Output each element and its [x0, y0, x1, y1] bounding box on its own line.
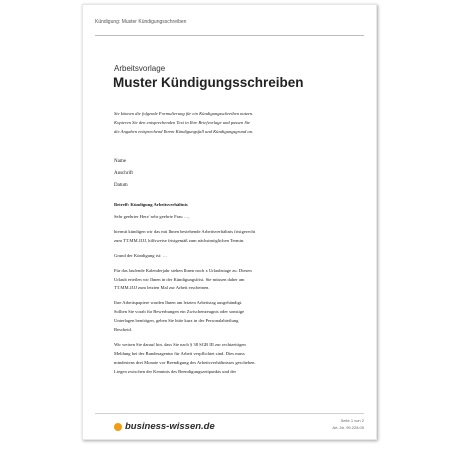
intro-line: die Angaben entsprechend Ihrem Kündigungsfall und Kündigungsgrund an.	[114, 129, 254, 134]
letter-paragraph	[114, 228, 360, 246]
logo-text: business-wissen.de	[125, 421, 215, 432]
letter-line: Grund der Kündigung ist: …	[114, 252, 168, 258]
document-title: Muster Kündigungsschreiben	[113, 75, 304, 90]
intro-line: Kopieren Sie den entsprechenden Text in Ihre Briefvorlage und passen Sie	[114, 120, 251, 125]
letter-paragraph	[114, 299, 360, 335]
document-kicker: Arbeitsvorlage	[114, 64, 166, 73]
intro-line: Sie können die folgende Formulierung für ein Kündigungsschreiben nutzen.	[114, 111, 254, 116]
letter-line: Bescheid.	[114, 327, 132, 333]
address-name: Name	[114, 159, 126, 164]
letter-subject: Betreff: Kündigung Arbeitsverhältnis	[114, 202, 188, 207]
logo-dot-icon	[114, 423, 122, 431]
letter-line: Unterlagen benötigen, geben Sie bitte kurz in der Personalabteilung	[114, 318, 239, 324]
letter-line: Wir weisen Sie darauf hin, dass Sie nach § 38 SGB III zur rechtzeitigen	[114, 341, 246, 347]
document-page	[82, 4, 377, 440]
letter-line: TT.MM.JJJJ zum letzten Mal zur Arbeit erscheinen.	[114, 285, 210, 291]
footer-divider	[95, 413, 364, 414]
letter-line: Sollten Sie vorab für Bewerbungen ein Zwischenzeugnis oder sonstige	[114, 309, 245, 315]
letter-paragraph	[114, 213, 360, 222]
letter-body	[114, 202, 360, 383]
address-street: Anschrift	[114, 171, 133, 176]
letter-line: Meldung bei der Bundesagentur für Arbeit verpflichtet sind. Dies muss	[114, 350, 245, 356]
article-number: Art.-Nr. 99.228.09	[332, 424, 364, 430]
letter-line: Urlaub erteilen wir Ihnen in der Kündigungsfrist. Sie müssen daher am	[114, 276, 245, 282]
page-number: Seite 1 von 2	[340, 418, 364, 423]
letter-paragraph	[114, 267, 360, 294]
footer-meta	[332, 418, 364, 431]
letter-line: Liegen zwischen der Kenntnis des Beendigungszeitpunkts und der	[114, 368, 237, 374]
business-wissen-logo	[114, 421, 215, 432]
letter-line: Für das laufende Kalenderjahr stehen Ihnen noch x Urlaubstage zu. Diesen	[114, 267, 252, 273]
page-header: Kündigung: Muster Kündigungsschreiben	[95, 19, 187, 25]
intro-text	[114, 109, 354, 136]
header-divider	[95, 35, 364, 36]
letter-line: mindestens drei Monate vor Beendigung des Arbeitsverhältnisses geschehen.	[114, 359, 256, 365]
address-date: Datum	[114, 183, 128, 188]
letter-line: zum TT.MM.JJJJ, hilfsweise fristgemäß zum nächstmöglichen Termin.	[114, 237, 245, 243]
letter-line: Ihre Arbeitspapiere warden Ihnen am letzten Arbeitstag ausgehändigt.	[114, 300, 243, 306]
letter-paragraph	[114, 341, 360, 377]
letter-line: hiermit kündigen wir das mit Ihnen bestehende Arbeitsverhältnis fristgerecht	[114, 228, 256, 234]
letter-paragraph	[114, 252, 360, 261]
address-block	[114, 156, 133, 192]
letter-line: Sehr geehrter Herr/ sehr geehrte Frau …,	[114, 214, 190, 219]
